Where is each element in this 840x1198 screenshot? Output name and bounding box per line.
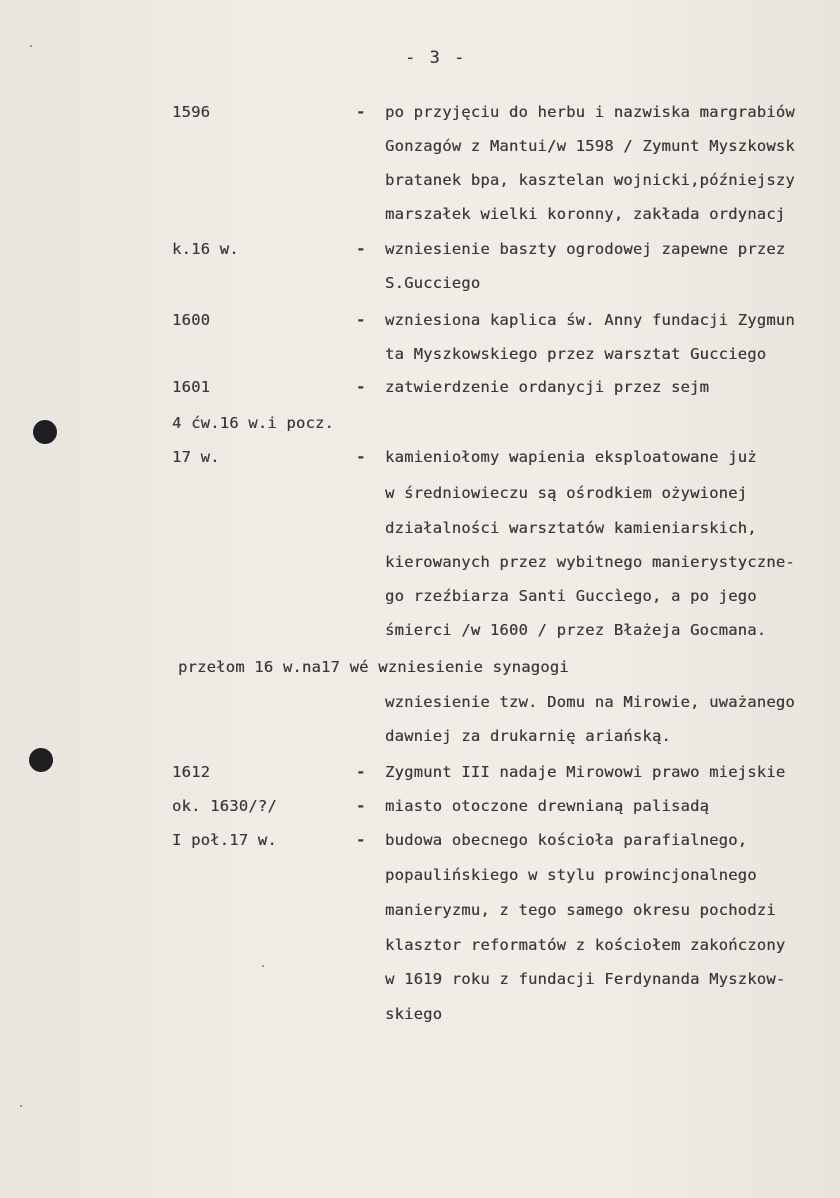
entry-dash: - xyxy=(356,831,366,849)
entry-text: działalności warsztatów kamieniarskich, xyxy=(385,519,757,537)
entry-text: po przyjęciu do herbu i nazwiska margrabiów xyxy=(385,103,795,121)
entry-date: 4 ćw.16 w.i pocz. xyxy=(172,414,335,432)
entry-date: 1600 xyxy=(172,311,211,329)
entry-text: S.Gucciego xyxy=(385,274,481,292)
entry-text: go rzeźbiarza Santi Guccìego, a po jego xyxy=(385,587,757,605)
entry-dash: - xyxy=(356,763,366,781)
entry-text: wzniesienie tzw. Domu na Mirowie, uważanego xyxy=(385,693,795,711)
entry-dash: - xyxy=(356,797,366,815)
entry-text: popaulińskiego w stylu prowincjonalnego xyxy=(385,866,757,884)
entry-date: przełom 16 w.na17 wé wzniesienie synagogi xyxy=(178,658,569,676)
entry-text: dawniej za drukarnię ariańską. xyxy=(385,727,671,745)
page-number: - 3 - xyxy=(405,48,467,68)
paper-speck xyxy=(30,45,32,47)
entry-date: 1601 xyxy=(172,378,211,396)
entry-text: wzniesienie baszty ogrodowej zapewne przez xyxy=(385,240,786,258)
paper-speck xyxy=(262,965,264,967)
entry-dash: - xyxy=(356,240,366,258)
paper-speck xyxy=(20,1105,22,1107)
entry-text: w 1619 roku z fundacji Ferdynanda Myszkow- xyxy=(385,970,786,988)
entry-text: budowa obecnego kościoła parafialnego, xyxy=(385,831,748,849)
entry-date: k.16 w. xyxy=(172,240,239,258)
entry-text: miasto otoczone drewnianą palisadą xyxy=(385,797,710,815)
entry-dash: - xyxy=(356,448,366,466)
entry-text: skiego xyxy=(385,1005,443,1023)
entry-text: ta Myszkowskiego przez warsztat Gucciego xyxy=(385,345,767,363)
entry-text: bratanek bpa, kasztelan wojnicki,późniejszy xyxy=(385,171,795,189)
entry-text: wzniesiona kaplica św. Anny fundacji Zygmun xyxy=(385,311,795,329)
entry-text: Zygmunt III nadaje Mirowowi prawo miejskie xyxy=(385,763,786,781)
entry-text: kamieniołomy wapienia eksploatowane już xyxy=(385,448,757,466)
entry-date: ok. 1630/?/ xyxy=(172,797,277,815)
entry-dash: - xyxy=(356,378,366,396)
entry-date: 1612 xyxy=(172,763,211,781)
entry-text: marszałek wielki koronny, zakłada ordynacj xyxy=(385,205,786,223)
entry-text: Gonzagów z Mantui/w 1598 / Zymunt Myszkowsk xyxy=(385,137,795,155)
punch-hole-top xyxy=(33,420,57,444)
entry-text: kierowanych przez wybitnego manierystyczne- xyxy=(385,553,795,571)
entry-text: zatwierdzenie ordanycji przez sejm xyxy=(385,378,710,396)
entry-text: śmierci /w 1600 / przez Błażeja Gocmana. xyxy=(385,621,767,639)
entry-text: w średniowieczu są ośrodkiem ożywionej xyxy=(385,484,748,502)
entry-text: klasztor reformatów z kościołem zakończony xyxy=(385,936,786,954)
entry-dash: - xyxy=(356,311,366,329)
entry-text: manieryzmu, z tego samego okresu pochodzi xyxy=(385,901,776,919)
entry-date: I poł.17 w. xyxy=(172,831,277,849)
entry-dash: - xyxy=(356,103,366,121)
entry-date: 17 w. xyxy=(172,448,220,466)
entry-date: 1596 xyxy=(172,103,211,121)
punch-hole-bottom xyxy=(29,748,53,772)
